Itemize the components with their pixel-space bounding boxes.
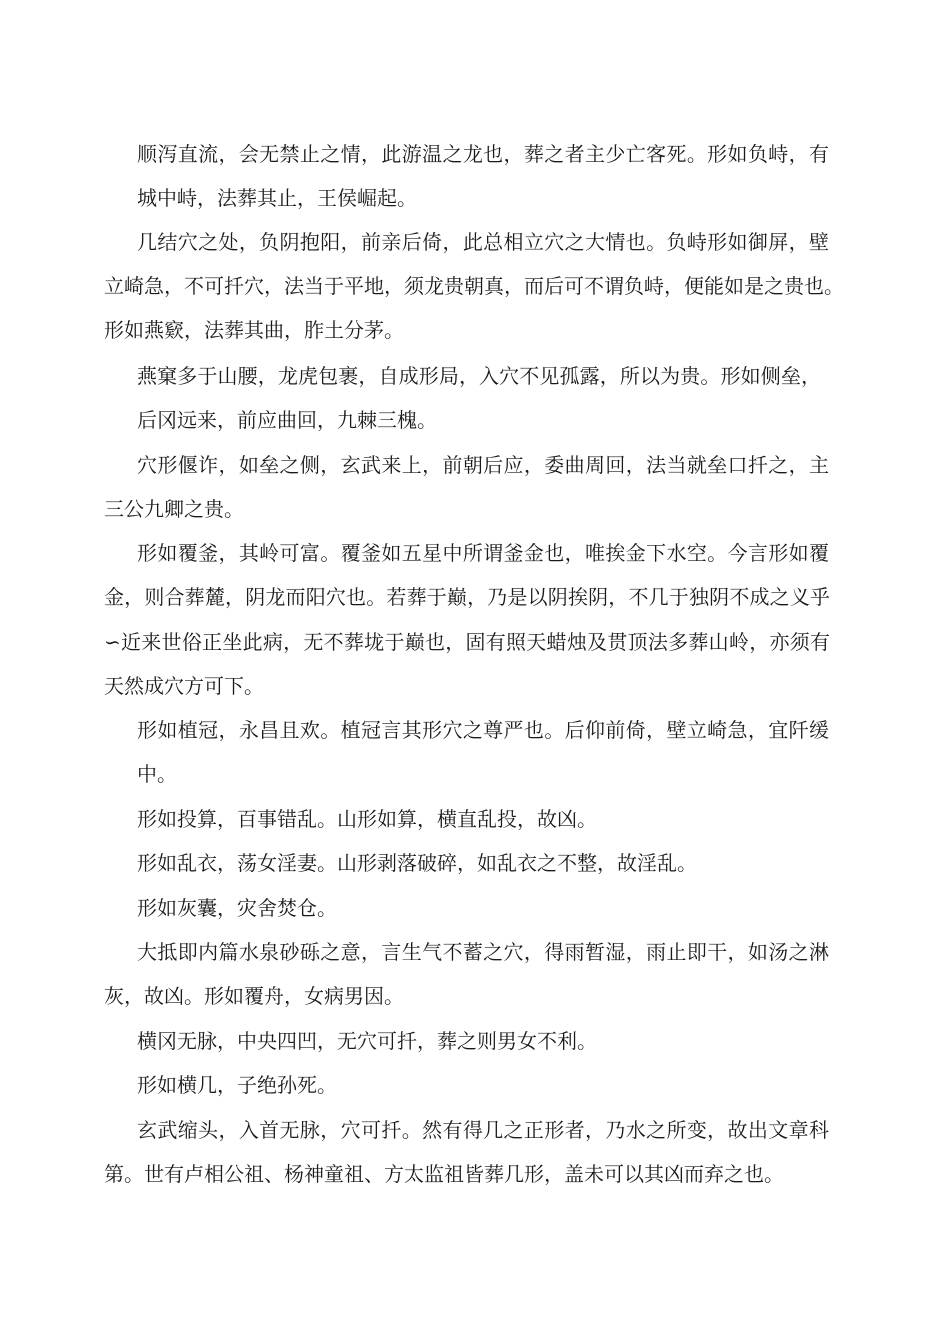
text-line: 城中峙，法葬其止，王侯崛起。 [137,186,417,210]
text-line: ∽近来世俗正坐此病，无不葬垅于巅也，固有照天蜡烛及贯顶法多葬山岭，亦须有 [104,630,830,654]
text-line: 横冈无脉，中央四凹，无穴可扦，葬之则男女不利。 [137,1029,597,1053]
text-line: 天然成穴方可下。 [104,674,264,698]
text-line: 立崎急，不可扦穴，法当于平地，须龙贵朝真，而后可不谓负峙，便能如是之贵也。 [104,274,844,298]
text-line: 形如燕窽，法葬其曲，胙土分茅。 [104,318,404,342]
text-line: 第。世有卢相公祖、杨神童祖、方太监祖皆葬几形，盖未可以其凶而弃之也。 [104,1162,784,1186]
text-line: 形如覆釜，其岭可富。覆釜如五星中所谓釜金也，唯挨金下水空。今言形如覆 [137,541,829,565]
text-line: 燕窠多于山腰，龙虎包裹，自成形局，入穴不见孤露，所以为贵。形如侧垒， [137,364,821,388]
text-line: 后冈远来，前应曲回，九棘三槐。 [137,408,437,432]
text-line: 穴形偃诈，如垒之侧，玄武来上，前朝后应，委曲周回，法当就垒口扦之，主 [137,453,829,477]
text-line: 形如乱衣，荡女淫妻。山形剥落破碎，如乱衣之不整，故淫乱。 [137,851,697,875]
text-line: 三公九卿之贵。 [104,497,244,521]
text-line: 顺泻直流，会无禁止之情，此游温之龙也，葬之者主少亡客死。形如负峙，有 [137,142,829,166]
text-line: 形如灰囊，灾舍焚仓。 [137,896,337,920]
text-line: 灰，故凶。形如覆舟，女病男因。 [104,984,404,1008]
text-line: 形如横几，子绝孙死。 [137,1073,337,1097]
text-line: 形如投算，百事错乱。山形如算，横直乱投，故凶。 [137,807,597,831]
text-line: 几结穴之处，负阴抱阳，前亲后倚，此总相立穴之大情也。负峙形如御屏，壁 [137,230,829,254]
text-line: 金，则合葬麓，阴龙而阳穴也。若葬于巅，乃是以阴挨阴，不几于独阴不成之义乎 [104,585,830,609]
text-line: 玄武缩头，入首无脉，穴可扦。然有得几之正形者，乃水之所变，故出文章科 [137,1118,829,1142]
text-line: 中。 [137,762,177,786]
text-line: 大抵即内篇水泉砂砾之意，言生气不蓄之穴，得雨暂湿，雨止即干，如汤之淋 [137,940,829,964]
text-line: 形如植冠，永昌且欢。植冠言其形穴之尊严也。后仰前倚，壁立崎急，宜阡缓 [137,718,829,742]
